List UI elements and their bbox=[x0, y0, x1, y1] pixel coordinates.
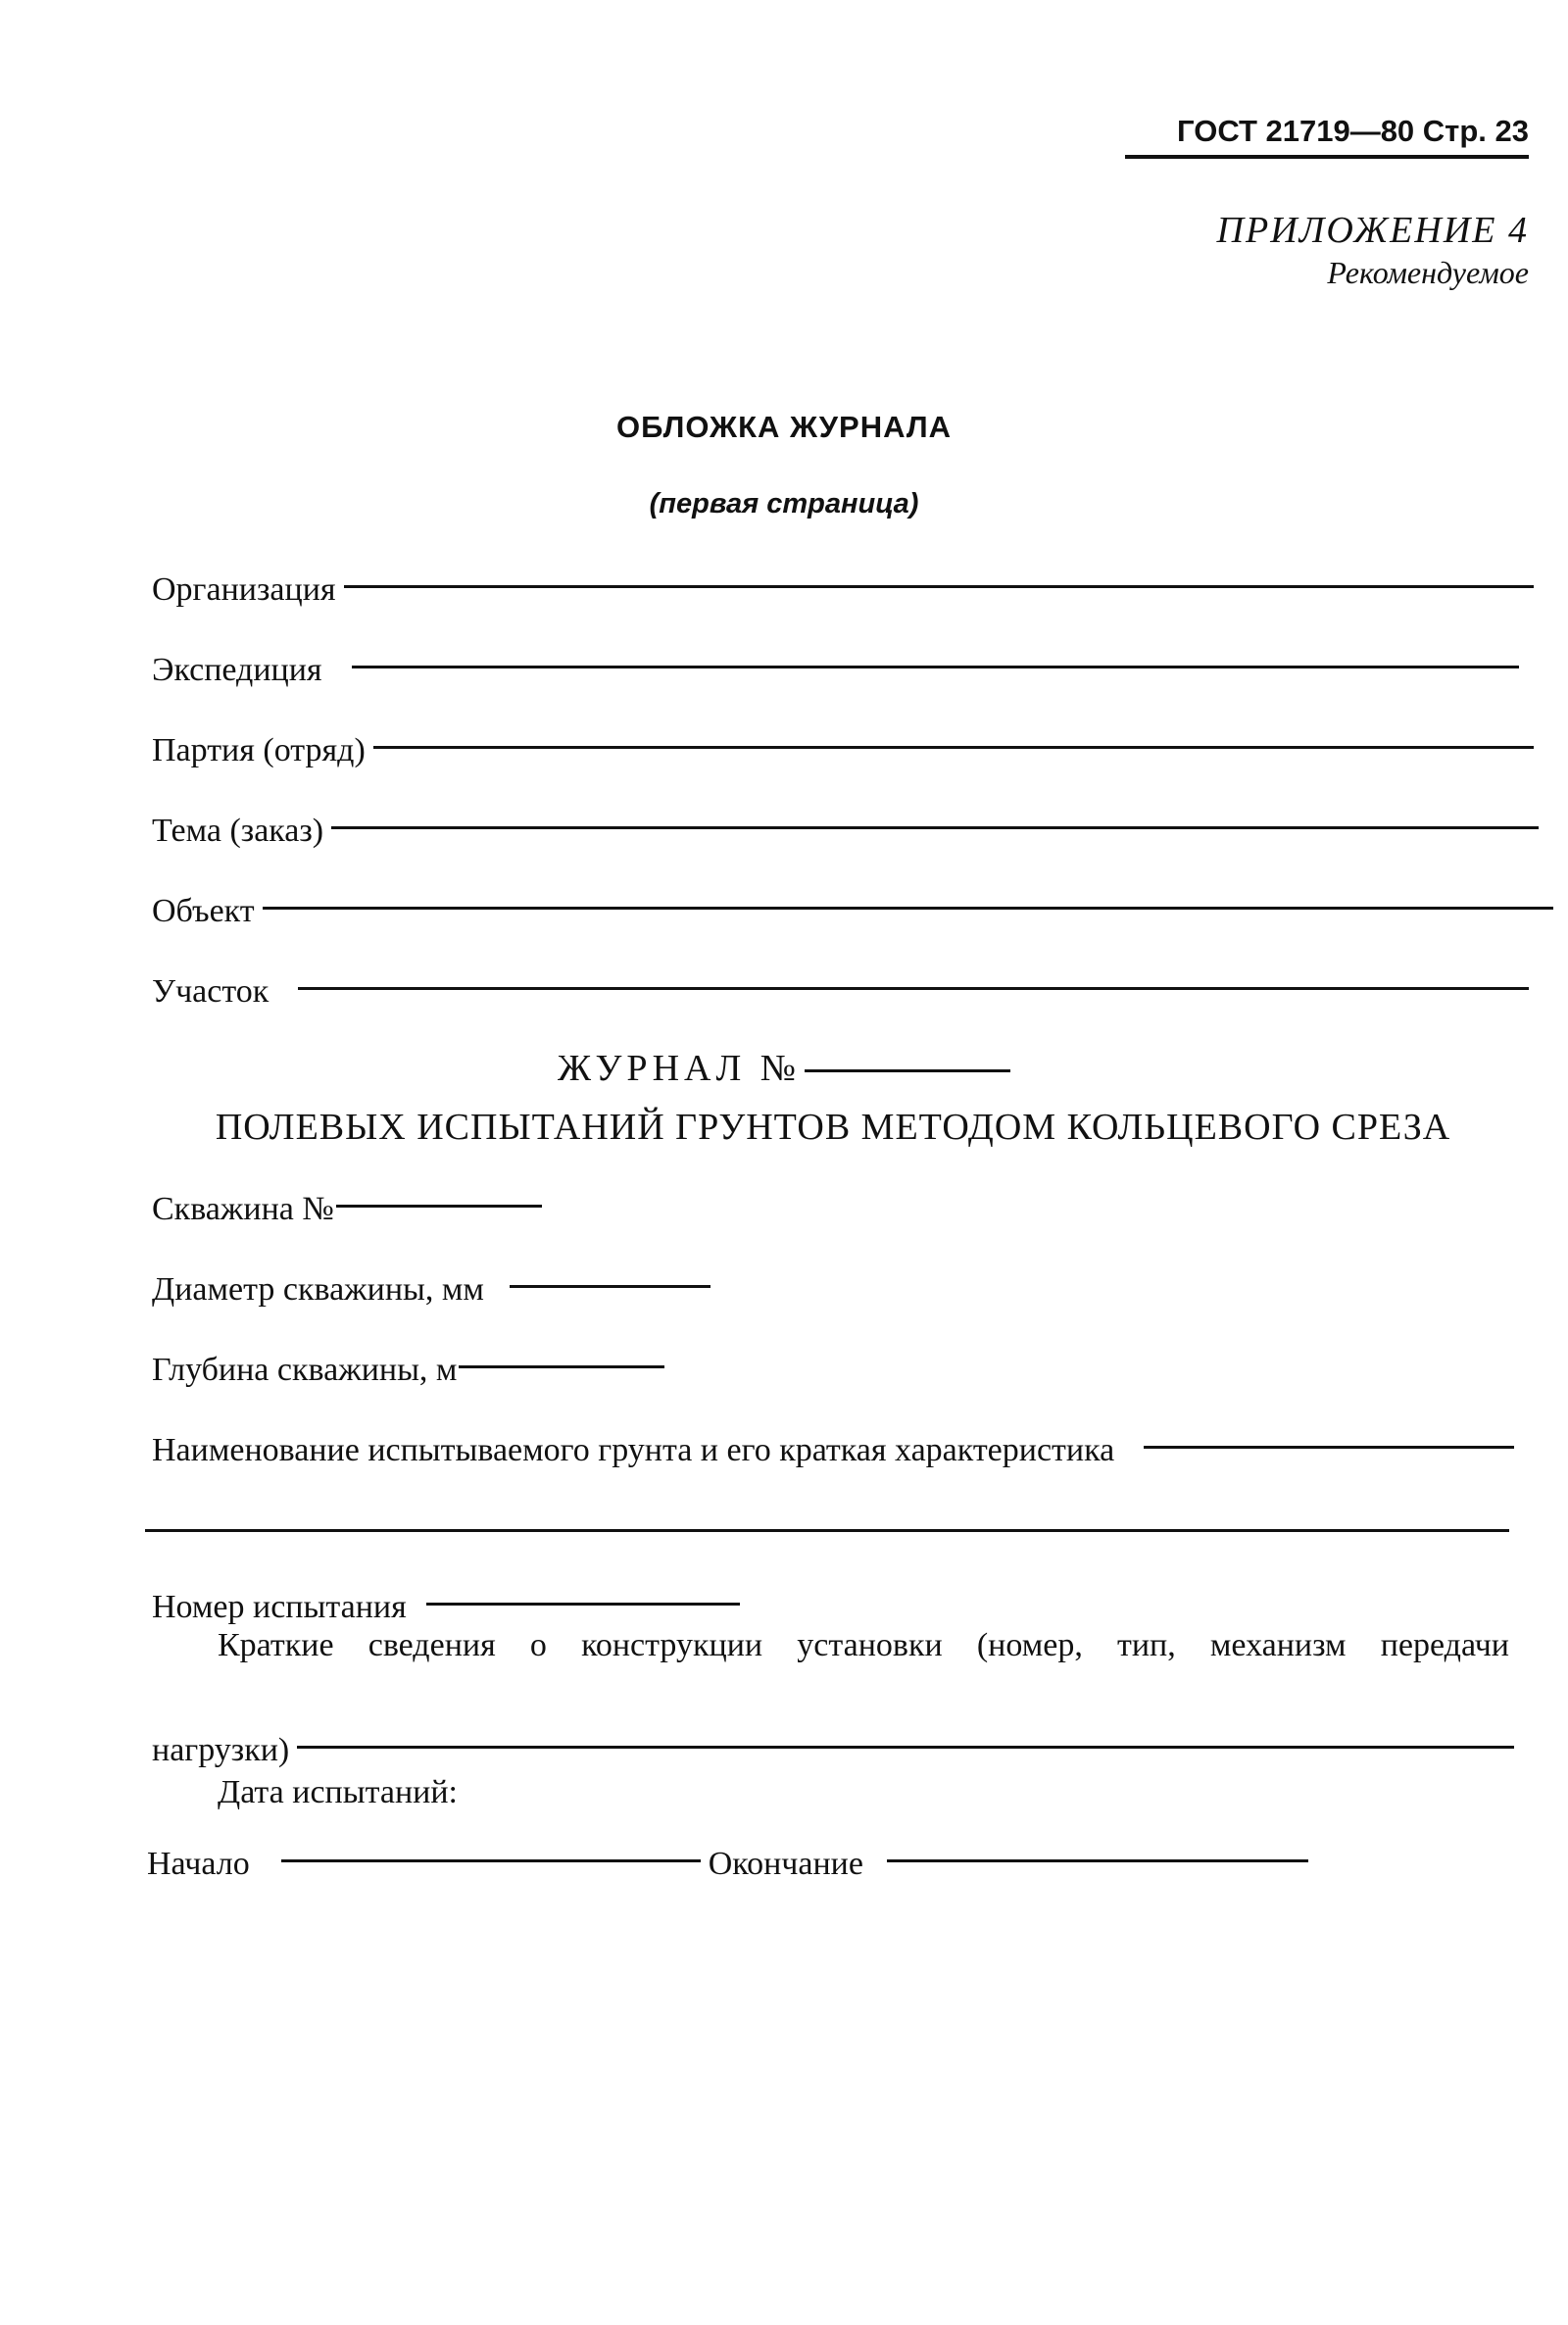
field-installation bbox=[152, 1729, 1514, 1772]
soil-continuation-line[interactable] bbox=[145, 1529, 1509, 1532]
appendix-label bbox=[1156, 208, 1529, 292]
field-label: Организация bbox=[152, 571, 336, 608]
field-site bbox=[152, 970, 1529, 1014]
fill-line[interactable] bbox=[263, 907, 1553, 910]
fill-line[interactable] bbox=[426, 1603, 740, 1606]
field-label: Объект bbox=[152, 893, 255, 929]
fill-line[interactable] bbox=[352, 666, 1519, 668]
journal-title bbox=[0, 1047, 1568, 1090]
fill-line[interactable] bbox=[297, 1746, 1514, 1749]
field-label: Тема (заказ) bbox=[152, 813, 324, 849]
field-label: нагрузки) bbox=[152, 1732, 290, 1768]
field-label: Экспедиция bbox=[152, 652, 322, 688]
field-depth bbox=[152, 1349, 664, 1392]
end-fill-line[interactable] bbox=[887, 1859, 1308, 1862]
field-label: Участок bbox=[152, 973, 270, 1010]
fill-line[interactable] bbox=[373, 746, 1534, 749]
field-test-number bbox=[152, 1586, 740, 1629]
appendix-status: Рекомендуемое bbox=[1327, 255, 1529, 290]
field-label: Глубина скважины, м bbox=[152, 1352, 458, 1388]
cover-title: ОБЛОЖКА ЖУРНАЛА bbox=[615, 410, 953, 444]
end-label: Окончание bbox=[708, 1846, 863, 1882]
field-organization bbox=[152, 569, 1534, 612]
field-party bbox=[152, 729, 1534, 772]
start-fill-line[interactable] bbox=[281, 1859, 701, 1862]
start-label: Начало bbox=[147, 1846, 250, 1882]
page-header bbox=[1125, 108, 1529, 159]
test-dates-label: Дата испытаний: bbox=[218, 1774, 458, 1810]
field-label: Диаметр скважины, мм bbox=[152, 1271, 484, 1308]
field-label: Наименование испытываемого грунта и его краткая характеристика bbox=[152, 1432, 1115, 1468]
standard-page-number: ГОСТ 21719—80 Стр. 23 bbox=[1177, 114, 1529, 148]
fill-line[interactable] bbox=[298, 987, 1529, 990]
field-borehole bbox=[152, 1188, 542, 1231]
fill-line[interactable] bbox=[331, 826, 1539, 829]
field-object bbox=[152, 890, 1553, 933]
appendix-title: ПРИЛОЖЕНИЕ 4 bbox=[1216, 210, 1529, 251]
fill-line[interactable] bbox=[510, 1285, 710, 1288]
installation-info-text: Краткие сведения о конструкции установки (номер, тип, механизм передачи bbox=[218, 1627, 1509, 1663]
field-label: Номер испытания bbox=[152, 1589, 407, 1625]
field-diameter bbox=[152, 1268, 710, 1311]
journal-subtitle: ПОЛЕВЫХ ИСПЫТАНИЙ ГРУНТОВ МЕТОДОМ КОЛЬЦЕВОГО СРЕЗА bbox=[215, 1107, 1451, 1148]
fill-line[interactable] bbox=[336, 1205, 542, 1208]
field-topic bbox=[152, 810, 1539, 853]
field-label: Скважина № bbox=[152, 1191, 334, 1227]
fill-line[interactable] bbox=[459, 1365, 664, 1368]
field-start-end bbox=[147, 1843, 1308, 1886]
field-soil bbox=[152, 1429, 1514, 1472]
field-expedition bbox=[152, 649, 1519, 692]
cover-subtitle: (первая страница) bbox=[649, 488, 919, 519]
journal-number-line[interactable] bbox=[805, 1069, 1010, 1072]
journal-title-text: ЖУРНАЛ № bbox=[558, 1048, 801, 1089]
field-label: Партия (отряд) bbox=[152, 732, 366, 768]
fill-line[interactable] bbox=[1144, 1446, 1514, 1449]
fill-line[interactable] bbox=[344, 585, 1534, 588]
